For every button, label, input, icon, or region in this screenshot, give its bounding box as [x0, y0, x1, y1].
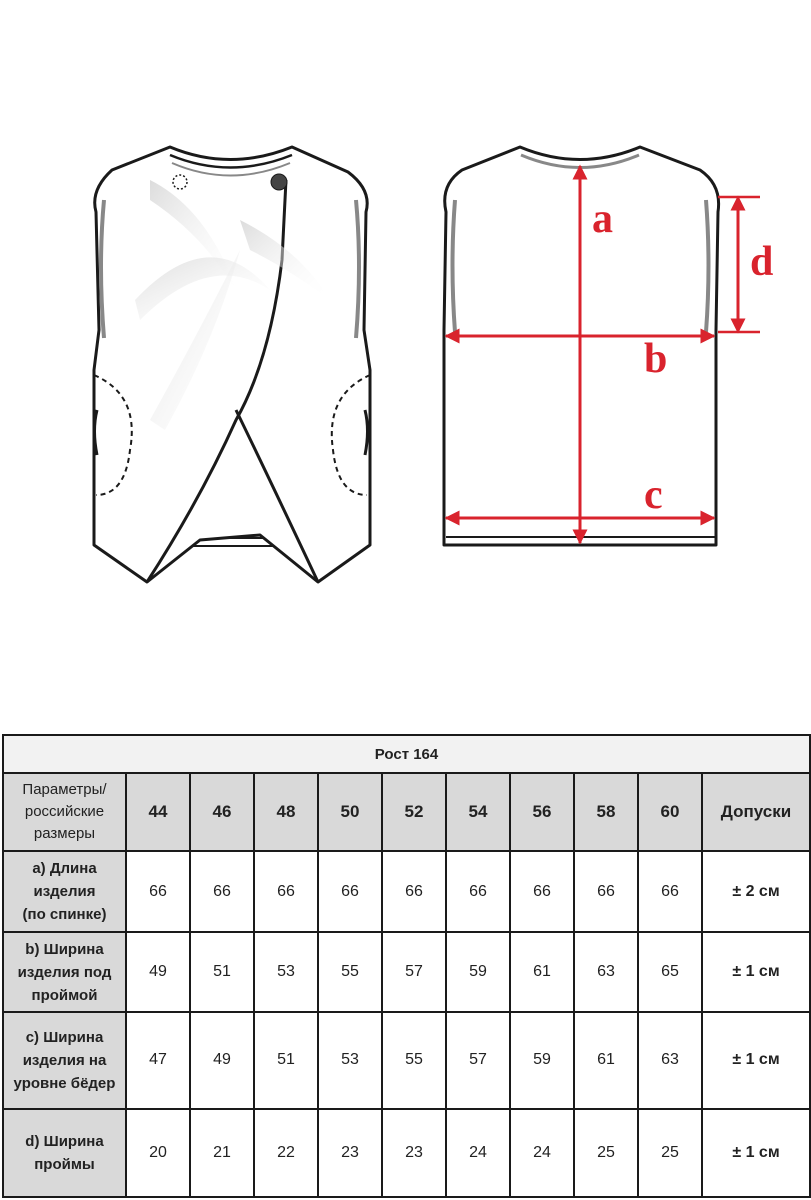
label-b: b [644, 336, 668, 382]
table-cell: 49 [126, 932, 190, 1012]
table-title: Рост 164 [3, 735, 810, 773]
table-header-row [3, 773, 810, 851]
tolerance-header: Допуски [702, 773, 810, 851]
table-row [3, 1109, 810, 1197]
table-cell: 63 [638, 1012, 702, 1108]
table-cell: 57 [446, 1012, 510, 1108]
table-title-row [3, 735, 810, 773]
size-header: 44 [126, 773, 190, 851]
row-label-line: изделия под [17, 963, 112, 981]
row-label-line: b) Ширина [25, 940, 104, 958]
table-cell: 55 [382, 1012, 446, 1108]
table-cell: 65 [638, 932, 702, 1012]
table-cell: 66 [574, 851, 638, 931]
table-cell: 25 [574, 1109, 638, 1197]
row-label-line: (по спинке) [22, 906, 107, 924]
table-row [3, 1012, 810, 1108]
table-cell: 24 [446, 1109, 510, 1197]
param-header-line: Параметры/ [22, 781, 107, 799]
row-label-line: проймой [31, 986, 98, 1004]
table-cell: 59 [510, 1012, 574, 1108]
row-label [3, 1012, 126, 1108]
size-header: 56 [510, 773, 574, 851]
row-label-line: d) Ширина [25, 1132, 104, 1150]
back-view [444, 147, 773, 545]
table-cell: 66 [318, 851, 382, 931]
table-cell: 51 [190, 932, 254, 1012]
table-cell: 49 [190, 1012, 254, 1108]
table-row [3, 851, 810, 931]
table-cell: 66 [126, 851, 190, 931]
row-label [3, 932, 126, 1012]
param-header-line: размеры [33, 825, 96, 843]
front-view [94, 147, 370, 582]
row-label-line: c) Ширина [25, 1028, 104, 1046]
table-cell: 66 [190, 851, 254, 931]
tolerance-cell: ± 1 см [702, 1012, 810, 1108]
row-label-line: проймы [34, 1155, 95, 1173]
table-cell: 20 [126, 1109, 190, 1197]
table-cell: 66 [510, 851, 574, 931]
table-cell: 24 [510, 1109, 574, 1197]
table-cell: 61 [574, 1012, 638, 1108]
table-cell: 53 [254, 932, 318, 1012]
table-cell: 53 [318, 1012, 382, 1108]
table-cell: 22 [254, 1109, 318, 1197]
size-header: 60 [638, 773, 702, 851]
size-header: 54 [446, 773, 510, 851]
row-label-line: изделия [33, 883, 96, 901]
table-cell: 61 [510, 932, 574, 1012]
table-cell: 23 [382, 1109, 446, 1197]
row-label [3, 851, 126, 931]
table-cell: 59 [446, 932, 510, 1012]
size-header: 48 [254, 773, 318, 851]
tolerance-cell: ± 1 см [702, 1109, 810, 1197]
table-cell: 63 [574, 932, 638, 1012]
row-label [3, 1109, 126, 1197]
button-icon [271, 174, 287, 190]
tolerance-cell: ± 1 см [702, 932, 810, 1012]
label-a: a [592, 196, 613, 242]
row-label-line: a) Длина [32, 860, 97, 878]
table-cell: 47 [126, 1012, 190, 1108]
row-label-line: уровне бёдер [13, 1074, 116, 1092]
param-header-line: российские [24, 803, 105, 821]
table-cell: 55 [318, 932, 382, 1012]
table-cell: 66 [638, 851, 702, 931]
param-header [3, 773, 126, 851]
size-header: 50 [318, 773, 382, 851]
table-cell: 25 [638, 1109, 702, 1197]
label-d: d [750, 239, 774, 285]
table-cell: 66 [446, 851, 510, 931]
table-row [3, 932, 810, 1012]
row-label-line: изделия на [22, 1051, 107, 1069]
size-header: 46 [190, 773, 254, 851]
table-cell: 21 [190, 1109, 254, 1197]
size-table [2, 734, 811, 1198]
table-cell: 57 [382, 932, 446, 1012]
tolerance-cell: ± 2 см [702, 851, 810, 931]
size-header: 52 [382, 773, 446, 851]
table-cell: 23 [318, 1109, 382, 1197]
size-header: 58 [574, 773, 638, 851]
label-c: c [644, 472, 663, 518]
table-cell: 51 [254, 1012, 318, 1108]
table-cell: 66 [382, 851, 446, 931]
table-cell: 66 [254, 851, 318, 931]
